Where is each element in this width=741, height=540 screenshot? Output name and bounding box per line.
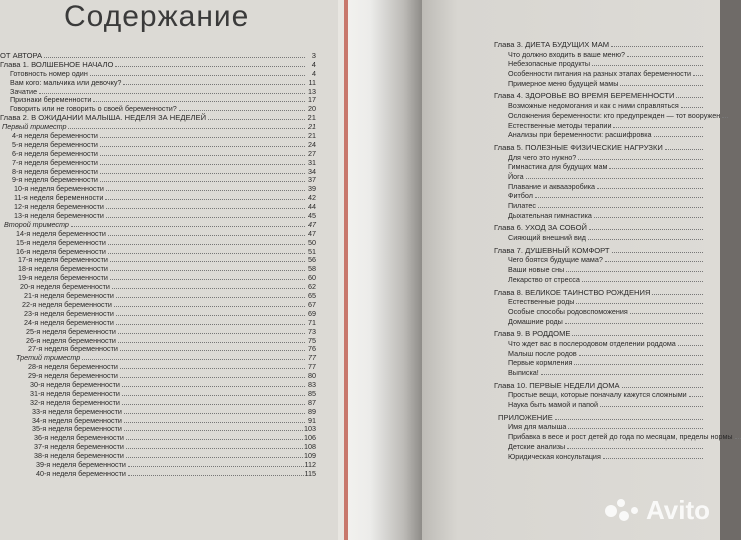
dot-leader: [611, 46, 703, 47]
toc-entry-page: 67: [308, 299, 316, 309]
dot-leader: [106, 217, 305, 218]
toc-entry-page: 20: [308, 104, 316, 114]
dot-leader: [627, 56, 703, 57]
book-gutter: [348, 0, 422, 540]
toc-entry-label: 14-я неделя беременности: [16, 228, 106, 238]
dot-leader: [112, 288, 305, 289]
toc-entry-page: 87: [308, 397, 316, 407]
toc-entry-page: 11: [308, 77, 316, 87]
dot-leader: [622, 387, 703, 388]
toc-entry-page: 71: [308, 317, 316, 327]
toc-entry-label: 16-я неделя беременности: [16, 246, 106, 256]
toc-entry-label: Глава 9. В РОДДОМЕ: [494, 329, 571, 339]
toc-entry-page: 89: [308, 406, 316, 416]
toc-entry-page: 21: [307, 113, 316, 123]
dot-leader: [589, 229, 703, 230]
dot-leader: [572, 335, 703, 336]
dot-leader: [106, 208, 305, 209]
toc-entry-label: Дыхательная гимнастика: [508, 210, 592, 220]
toc-entry-page: 108: [304, 442, 316, 452]
toc-entry-label: Естественные роды: [508, 297, 575, 307]
toc-entry: [494, 390, 704, 400]
toc-entry-page: 58: [308, 264, 316, 274]
dot-leader: [128, 475, 304, 476]
toc-entry-label: Первый триместр: [2, 122, 67, 132]
dot-leader: [110, 261, 305, 262]
toc-entry-label: Третий триместр: [16, 353, 81, 363]
dot-leader: [568, 428, 703, 429]
dot-leader: [592, 65, 703, 66]
toc-entry-label: Особенности питания на разных этапах беременности: [508, 69, 692, 79]
toc-entry-page: 103: [304, 424, 316, 434]
toc-entry: [494, 59, 704, 69]
toc-entry: [494, 69, 704, 79]
toc-entry-label: 12-я неделя беременности: [14, 202, 104, 212]
toc-entry: [494, 400, 704, 410]
toc-entry-label: ПРИЛОЖЕНИЕ: [498, 412, 553, 422]
dot-leader: [124, 413, 305, 414]
dot-leader: [689, 396, 703, 397]
toc-entry-label: 8-я неделя беременности: [12, 166, 98, 176]
toc-entry-label: Анализы при беременности: расшифровка: [508, 130, 652, 140]
toc-entry-page: 51: [308, 246, 316, 256]
dot-leader: [108, 235, 305, 236]
toc-entry-label: Пилатес: [508, 201, 537, 210]
toc-entry-label: Юридическая консультация: [508, 451, 601, 461]
toc-entry: [494, 79, 704, 89]
dot-leader: [535, 197, 703, 198]
dot-leader: [120, 350, 305, 351]
toc-entry-label: Плавание и аквааэробика: [508, 181, 596, 191]
toc-entry-page: 62: [308, 282, 316, 292]
dot-leader: [126, 448, 303, 449]
dot-leader: [676, 97, 703, 98]
toc-entry: [494, 162, 704, 172]
toc-entry-label: ОТ АВТОРА: [0, 51, 43, 60]
toc-entry: [494, 121, 704, 131]
dot-leader: [116, 315, 305, 316]
toc-entry-label: Небезопасные продукты: [508, 59, 591, 69]
toc-entry-label: 24-я неделя беременности: [24, 317, 114, 327]
toc-entry-label: Простые вещи, которые поначалу кажутся сложными: [508, 390, 687, 400]
toc-entry-page: 17: [308, 95, 316, 105]
toc-entry-label: Для чего это нужно?: [508, 152, 577, 162]
toc-entry-page: 3: [311, 51, 316, 60]
toc-left-list: [0, 52, 316, 479]
toc-entry-label: Признаки беременности: [10, 95, 92, 105]
dot-leader: [123, 84, 305, 85]
toc-entry: [494, 349, 704, 359]
toc-entry-label: Глава 5. ПОЛЕЗНЫЕ ФИЗИЧЕСКИЕ НАГРУЗКИ: [494, 142, 663, 152]
dot-leader: [120, 377, 305, 378]
toc-entry-label: Глава 1. ВОЛШЕБНОЕ НАЧАЛО: [0, 59, 114, 69]
toc-entry: [494, 110, 721, 121]
toc-entry-label: Говорить или не говорить о своей беременности?: [10, 104, 177, 114]
toc-entry-label: 21-я неделя беременности: [24, 291, 114, 301]
toc-entry-page: 83: [308, 379, 316, 389]
dot-leader: [68, 128, 305, 129]
toc-entry-label: 6-я неделя беременности: [12, 148, 98, 158]
dot-leader: [567, 448, 703, 449]
toc-entry: [494, 182, 704, 192]
dot-leader: [100, 146, 305, 147]
dot-leader: [114, 306, 305, 307]
toc-entry-label: 18-я неделя беременности: [18, 264, 108, 274]
toc-entry-label: Лекарство от стресса: [508, 274, 580, 284]
toc-entry-page: 4: [311, 59, 316, 69]
toc-entry-label: Возможные недомогания и как с ними справляться: [508, 101, 679, 111]
toc-entry: [494, 172, 704, 182]
toc-entry-label: Малыш после родов: [508, 348, 577, 358]
toc-entry: [0, 79, 316, 88]
toc-entry-label: Выписка!: [508, 368, 539, 377]
dot-leader: [105, 199, 305, 200]
toc-entry-page: 31: [308, 157, 316, 167]
toc-entry-label: 15-я неделя беременности: [16, 237, 106, 247]
toc-entry-page: 4: [312, 68, 316, 78]
toc-entry-page: 24: [308, 139, 316, 149]
toc-entry: [494, 368, 704, 378]
dot-leader: [100, 173, 305, 174]
dot-leader: [681, 107, 703, 108]
dot-leader: [605, 261, 703, 262]
toc-entry-label: 33-я неделя беременности: [32, 406, 122, 416]
toc-entry-page: 69: [308, 308, 316, 318]
dot-leader: [71, 226, 305, 227]
toc-entry: [494, 317, 704, 327]
dot-leader: [579, 355, 703, 356]
toc-entry: [494, 442, 704, 452]
toc-entry: [494, 91, 704, 101]
toc-entry-label: Вам кого: мальчика или девочку?: [10, 77, 122, 87]
dot-leader: [665, 149, 703, 150]
toc-entry-page: 39: [308, 184, 316, 194]
toc-entry-label: Зачатие: [10, 86, 38, 96]
dot-leader: [594, 217, 703, 218]
toc-entry: [494, 307, 704, 317]
dot-leader: [541, 374, 703, 375]
toc-entry-page: 50: [308, 237, 316, 247]
left-page: [0, 0, 338, 540]
toc-entry-label: Фитбол: [508, 191, 533, 201]
dot-leader: [179, 110, 305, 111]
dot-leader: [100, 181, 305, 182]
toc-entry-label: 32-я неделя беременности: [30, 397, 120, 407]
toc-entry-label: 23-я неделя беременности: [24, 308, 114, 318]
toc-entry-label: Первые кормления: [508, 358, 573, 368]
toc-entry-page: 85: [308, 388, 316, 398]
toc-entry-label: 39-я неделя беременности: [36, 459, 126, 469]
toc-entry-label: Готовность номер один: [10, 68, 88, 78]
toc-entry-page: 75: [308, 335, 316, 345]
toc-entry-label: 26-я неделя беременности: [26, 335, 116, 345]
dot-leader: [578, 159, 703, 160]
toc-entry-label: 34-я неделя беременности: [32, 415, 122, 425]
dot-leader: [90, 75, 305, 76]
toc-entry-page: 80: [308, 371, 316, 381]
toc-entry-label: 36-я неделя беременности: [34, 433, 124, 443]
toc-entry-page: 27: [308, 148, 316, 158]
toc-entry-label: Глава 7. ДУШЕВНЫЙ КОМФОРТ: [494, 245, 610, 255]
dot-leader: [526, 178, 703, 179]
toc-entry-label: 17-я неделя беременности: [18, 255, 108, 265]
toc-entry: [494, 297, 704, 307]
toc-entry-label: 5-я неделя беременности: [12, 139, 98, 149]
dot-leader: [654, 136, 703, 137]
toc-entry-label: 7-я неделя беременности: [12, 157, 98, 167]
dot-leader: [603, 458, 703, 459]
toc-entry-label: Наука быть мамой и папой: [508, 400, 599, 410]
toc-entry-label: 30-я неделя беременности: [30, 379, 120, 389]
toc-entry-page: 34: [308, 166, 316, 176]
toc-entry-label: 37-я неделя беременности: [34, 442, 124, 452]
toc-entry-page: 37: [308, 175, 316, 185]
dot-leader: [652, 294, 703, 295]
toc-entry: [494, 50, 704, 60]
toc-entry-label: 13-я неделя беременности: [14, 211, 104, 221]
dot-leader: [116, 324, 305, 325]
toc-entry-label: 19-я неделя беременности: [18, 273, 108, 283]
toc-entry: [494, 413, 704, 423]
toc-entry-label: Йога: [508, 171, 524, 181]
dot-leader: [555, 419, 703, 420]
toc-entry-label: 25-я неделя беременности: [26, 326, 116, 336]
dot-leader: [574, 364, 703, 365]
toc-entry-label: 22-я неделя беременности: [22, 299, 112, 309]
toc-entry: [494, 265, 704, 275]
dot-leader: [82, 359, 305, 360]
toc-entry-page: 21: [308, 122, 316, 132]
toc-entry-label: Гимнастика для будущих мам: [508, 162, 608, 172]
dot-leader: [588, 239, 703, 240]
dot-leader: [722, 117, 728, 118]
toc-right-list: [494, 40, 733, 461]
toc-entry-label: Ваши новые сны: [508, 265, 565, 275]
dot-leader: [597, 188, 703, 189]
toc-entry-page: 91: [308, 415, 316, 425]
dot-leader: [93, 101, 305, 102]
toc-entry-label: 40-я неделя беременности: [36, 468, 126, 478]
toc-entry-label: 35-я неделя беременности: [32, 424, 122, 434]
toc-entry: [494, 452, 704, 462]
right-page: [422, 0, 733, 540]
toc-entry: [494, 101, 704, 111]
toc-entry-page: 47: [308, 228, 316, 238]
toc-entry-page: 112: [304, 459, 316, 469]
toc-entry-label: Особые способы родовспоможения: [508, 306, 628, 316]
toc-entry-page: 47: [308, 219, 316, 229]
toc-entry: [494, 255, 704, 265]
dot-leader: [122, 404, 305, 405]
toc-entry-label: Домашние роды: [508, 316, 563, 326]
toc-entry-label: Второй триместр: [4, 219, 69, 229]
toc-entry: [494, 358, 704, 368]
dot-leader: [106, 190, 305, 191]
toc-entry: [494, 381, 704, 391]
toc-entry-page: 45: [308, 211, 316, 221]
page-title: Содержание: [64, 0, 250, 33]
dot-leader: [128, 466, 304, 467]
toc-entry-page: 109: [304, 451, 316, 461]
dot-leader: [122, 386, 305, 387]
dot-leader: [110, 270, 305, 271]
dot-leader: [582, 281, 703, 282]
toc-entry: [494, 246, 704, 256]
toc-entry: [0, 470, 316, 479]
dot-leader: [100, 164, 305, 165]
dot-leader: [122, 395, 305, 396]
toc-entry: [494, 223, 704, 233]
dot-leader: [565, 323, 703, 324]
toc-entry-label: 20-я неделя беременности: [20, 282, 110, 292]
toc-entry: [494, 329, 704, 339]
toc-entry-label: Прибавка в весе и рост детей до года по месяцам, пределы нормы: [508, 432, 733, 442]
toc-entry: [494, 40, 704, 50]
dot-leader: [124, 422, 305, 423]
toc-entry-page: 106: [304, 433, 316, 443]
dot-leader: [208, 119, 305, 120]
watermark-text: Avito: [645, 495, 710, 525]
dot-leader: [566, 271, 703, 272]
dot-leader: [116, 297, 305, 298]
toc-entry-label: Естественные методы терапии: [508, 120, 612, 130]
toc-entry-label: 27-я неделя беременности: [28, 344, 118, 354]
dot-leader: [108, 244, 305, 245]
toc-entry: [494, 201, 704, 211]
toc-entry-label: Глава 8. ВЕЛИКОЕ ТАИНСТВО РОЖДЕНИЯ: [494, 287, 651, 297]
toc-entry-label: Глава 10. ПЕРВЫЕ НЕДЕЛИ ДОМА: [494, 380, 620, 390]
dot-leader: [124, 430, 303, 431]
dot-leader: [100, 155, 305, 156]
dot-leader: [100, 137, 305, 138]
dot-leader: [39, 93, 305, 94]
toc-entry: [494, 191, 704, 201]
toc-entry-page: 13: [308, 86, 316, 96]
toc-entry-label: 9-я неделя беременности: [12, 175, 98, 185]
toc-entry-label: Имя для малыша: [508, 422, 567, 432]
toc-entry-page: 60: [308, 273, 316, 283]
toc-entry-page: 77: [308, 353, 316, 363]
dot-leader: [613, 127, 703, 128]
toc-entry-label: Чего боятся будущие мама?: [508, 255, 603, 265]
toc-entry-label: Глава 2. В ОЖИДАНИИ МАЛЫША. НЕДЕЛЯ ЗА НЕДЕЛЕЙ: [0, 113, 207, 123]
toc-entry-label: Глава 6. УХОД ЗА СОБОЙ: [494, 223, 587, 233]
toc-entry-label: 10-я неделя беременности: [14, 184, 104, 194]
toc-entry-page: 21: [308, 131, 316, 141]
toc-entry: [494, 275, 704, 285]
toc-entry: [494, 143, 704, 153]
toc-entry-label: Что должно входить в ваше меню?: [508, 49, 626, 59]
toc-entry-label: 31-я неделя беременности: [30, 388, 120, 398]
toc-entry: [494, 233, 704, 243]
toc-entry-label: 11-я неделя беременности: [14, 193, 104, 203]
toc-entry-page: 42: [308, 193, 316, 203]
toc-entry-label: 4-я неделя беременности: [12, 131, 98, 141]
dot-leader: [115, 66, 305, 67]
dot-leader: [108, 253, 305, 254]
dot-leader: [126, 439, 303, 440]
toc-entry-label: Осложнения беременности: кто предупрежден — тот вооружен: [508, 110, 721, 120]
dot-leader: [576, 303, 703, 304]
dot-leader: [600, 406, 703, 407]
toc-entry-label: Глава 4. ЗДОРОВЬЕ ВО ВРЕМЯ БЕРЕМЕННОСТИ: [494, 91, 675, 101]
toc-entry: [494, 422, 704, 432]
toc-entry-label: 38-я неделя беременности: [34, 451, 124, 461]
toc-entry: [494, 339, 704, 349]
toc-entry-label: Глава 3. ДИЕТА БУДУЩИХ МАМ: [494, 40, 610, 49]
dot-leader: [735, 438, 741, 439]
dot-leader: [678, 345, 703, 346]
toc-entry-label: Детские анализы: [508, 441, 566, 451]
toc-entry-page: 77: [308, 362, 316, 372]
dot-leader: [609, 168, 703, 169]
dot-leader: [120, 368, 305, 369]
dot-leader: [538, 207, 703, 208]
dot-leader: [612, 252, 703, 253]
avito-logo-icon: [605, 499, 641, 523]
dot-leader: [126, 457, 303, 458]
dot-leader: [630, 313, 703, 314]
toc-entry-label: 28-я неделя беременности: [28, 362, 118, 372]
toc-entry-label: 29-я неделя беременности: [28, 371, 118, 381]
avito-watermark: [605, 495, 710, 526]
toc-entry-page: 76: [308, 344, 316, 354]
toc-entry-page: 56: [308, 255, 316, 265]
dot-leader: [44, 57, 305, 58]
dot-leader: [118, 333, 305, 334]
toc-entry-label: Сияющий внешний вид: [508, 233, 587, 243]
toc-entry: [494, 153, 704, 163]
toc-entry: [494, 288, 704, 298]
toc-entry-label: Примерное меню будущей мамы: [508, 78, 619, 88]
toc-entry: [494, 130, 704, 140]
dot-leader: [110, 279, 305, 280]
dot-leader: [118, 342, 305, 343]
dot-leader: [620, 85, 703, 86]
toc-entry-page: 44: [308, 202, 316, 212]
toc-entry-label: Что ждет вас в послеродовом отделении роддома: [508, 338, 676, 348]
toc-entry: [494, 432, 733, 442]
toc-entry-page: 115: [304, 468, 316, 478]
toc-entry-page: 65: [308, 291, 316, 301]
toc-entry-page: 73: [308, 326, 316, 336]
dot-leader: [693, 75, 703, 76]
toc-entry: [494, 211, 704, 221]
